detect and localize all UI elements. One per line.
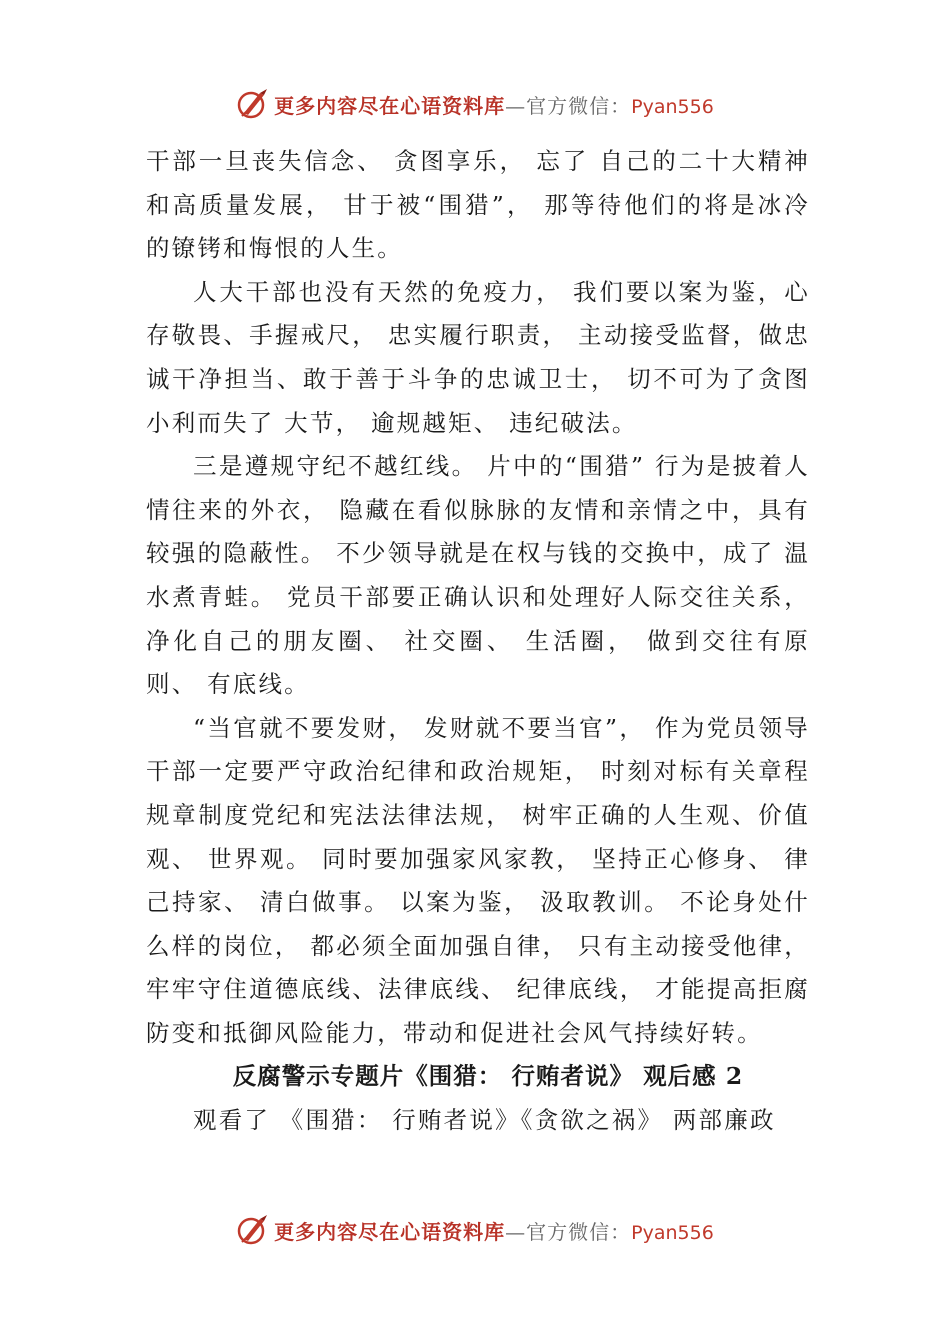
footer-banner bbox=[0, 1210, 950, 1250]
banner-wechat-label: —官方微信： bbox=[505, 1219, 632, 1244]
header-banner bbox=[0, 84, 950, 124]
banner-site-name: 更多内容尽在心语资料库 bbox=[274, 1219, 506, 1244]
section-heading: 反腐警示专题片《围猎： 行贿者说》 观后感 2 bbox=[232, 1062, 744, 1091]
paragraph-2: 人大干部也没有天然的免疫力， 我们要以案为鉴，心存敬畏、手握戒尺， 忠实履行职责， 主动接受监督，做忠诚干净担当、敢于善于斗争的忠诚卫士， 切不可为了贪图小利而失了 大节， 逾规越矩、 违纪破法。 bbox=[146, 277, 810, 437]
quill-pen-logo-icon bbox=[236, 87, 270, 121]
paragraph-4: “当官就不要发财， 发财就不要当官”， 作为党员领导干部一定要严守政治纪律和政治规矩， 时刻对标有关章程规章制度党纪和宪法法律法规， 树牢正确的人生观、价值观、 世界观。 同时要加强家风家教， 坚持正心修身、 律己持家、 清白做事。 以案为鉴， 汲取教训。 不论身处什么样的岗位， 都必须全面加强自律， 只有主动接受他律， 牢牢守住道德底线、法律底线、 纪律底线， 才能提高拒腐防变和抵御风险能力，带动和促进社会风气持续好转。 bbox=[146, 713, 810, 1047]
document-body bbox=[146, 140, 810, 1143]
banner-site-name: 更多内容尽在心语资料库 bbox=[274, 93, 506, 118]
banner-wechat-id: Pyan556 bbox=[631, 1221, 714, 1244]
paragraph-1: 干部一旦丧失信念、 贪图享乐， 忘了 自己的二十大精神和高质量发展， 甘于被“围猎”， 那等待他们的将是冰冷的镣铐和悔恨的人生。 bbox=[146, 147, 810, 263]
quill-pen-logo-icon bbox=[236, 1213, 270, 1247]
banner-text bbox=[274, 90, 714, 119]
banner-wechat-id: Pyan556 bbox=[631, 95, 714, 118]
banner-text bbox=[274, 1216, 714, 1245]
paragraph-3: 三是遵规守纪不越红线。 片中的“围猎” 行为是披着人情往来的外衣， 隐藏在看似脉脉的友情和亲情之中，具有较强的隐蔽性。 不少领导就是在权与钱的交换中，成了 温水煮青蛙。 党员干部要正确认识和处理好人际交往关系， 净化自己的朋友圈、 社交圈、 生活圈， 做到交往有原则、 有底线。 bbox=[146, 452, 810, 699]
paragraph-5: 观看了 《围猎： 行贿者说》《贪欲之祸》 两部廉政 bbox=[193, 1106, 776, 1135]
banner-wechat-label: —官方微信： bbox=[505, 93, 632, 118]
